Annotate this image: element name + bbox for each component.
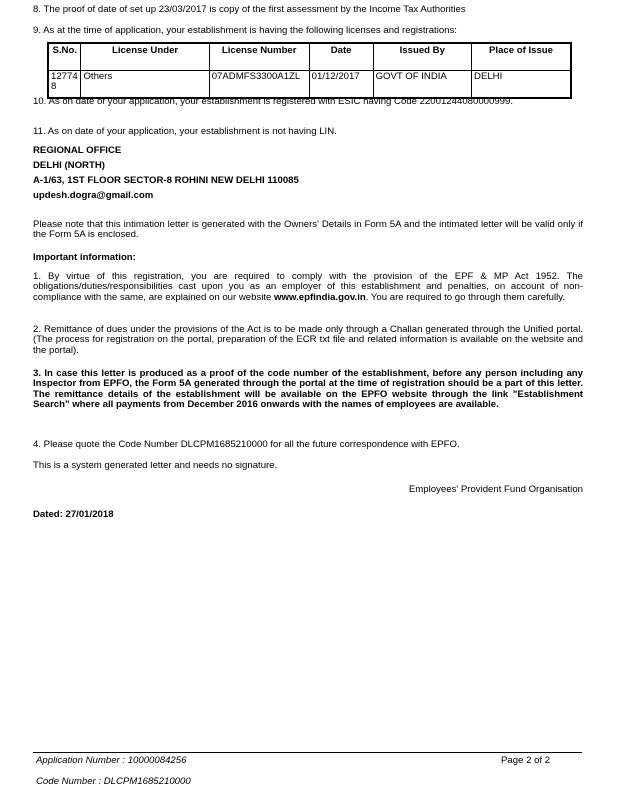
office-address: A-1/63, 1ST FLOOR SECTOR-8 ROHINI NEW DELHI 110085 [33,175,299,186]
header-date: Date [309,43,373,71]
cell-issued-by: GOVT OF INDIA [373,71,471,99]
license-table [47,42,572,99]
important-point-4: 4. Please quote the Code Number DLCPM1685210000 for all the future correspondence with EPFO. [33,439,460,450]
footer-code-number: Code Number : DLCPM1685210000 [36,776,191,787]
header-sno: S.No. [48,43,81,71]
item-8-text: 8. The proof of date of set up 23/03/2017 is copy of the first assessment by the Income Tax Authorities [33,4,466,15]
system-generated-note: This is a system generated letter and needs no signature. [33,460,278,471]
important-heading: Important information: [33,252,136,263]
cell-date: 01/12/2017 [309,71,373,99]
important-point-1 [33,272,583,303]
dated: Dated: 27/01/2018 [33,509,114,520]
office-title: REGIONAL OFFICE [33,145,122,156]
important-point-2: 2. Remittance of dues under the provisions of the Act is to be made only through a Challan generated through the Unified portal. (The process for registration on the portal, preparation of the ECR txt file and related information is available on the website and the portal). [33,324,583,356]
table-row [48,71,571,99]
footer-application-number: Application Number : 10000084256 [36,755,187,766]
office-region: DELHI (NORTH) [33,160,105,171]
cell-license-number: 07ADMFS3300A1ZL [209,71,309,99]
license-table-header-row [48,43,571,71]
item-9-text: 9. As at the time of application, your establishment is having the following licenses and registrations: [33,25,457,36]
footer-page-number: Page 2 of 2 [501,755,551,766]
item-10-text: 10. As on date of your application, your establishment is registered with ESIC having Code 22001244080000999. [33,96,514,107]
header-license-under: License Under [81,43,209,71]
point-1-text-b: . You are required to go through them carefully. [365,291,566,303]
cell-place-of-issue: DELHI [472,71,571,99]
signatory: Employees' Provident Fund Organisation [408,484,583,495]
header-issued-by: Issued By [373,43,471,71]
header-license-number: License Number [209,43,309,71]
footer-divider [33,752,582,753]
important-point-3: 3. In case this letter is produced as a proof of the code number of the establishment, before any person including any Inspector from EPFO, the Form 5A generated through the portal at the time of registration should be a part of this letter. The remittance details of the establishment will be available on the EPFO website through the link "Establishment Search" where all payments from December 2016 onwards with the names of employees are available. [33,368,583,410]
office-email: updesh.dogra@gmail.com [33,190,154,201]
cell-license-under: Others [81,71,209,99]
cell-sno: 127748 [48,71,81,99]
header-place-of-issue: Place of Issue [472,43,571,71]
item-11-text: 11. As on date of your application, your establishment is not having LIN. [33,126,337,137]
form-5a-note: Please note that this intimation letter is generated with the Owners' Details in Form 5A and the intimated letter will be valid only if the Form 5A is enclosed. [33,219,583,241]
epf-website-link[interactable]: www.epfindia.gov.in [274,291,366,303]
point-1-text-a: 1. By virtue of this registration, you are required to comply with the provision of the EPF & MP Act 1952. The obligations/duties/responsibilities cast upon you as an employer of this establishment and penalties, on account of non-compliance with the same, are explained on our website [33,271,583,303]
